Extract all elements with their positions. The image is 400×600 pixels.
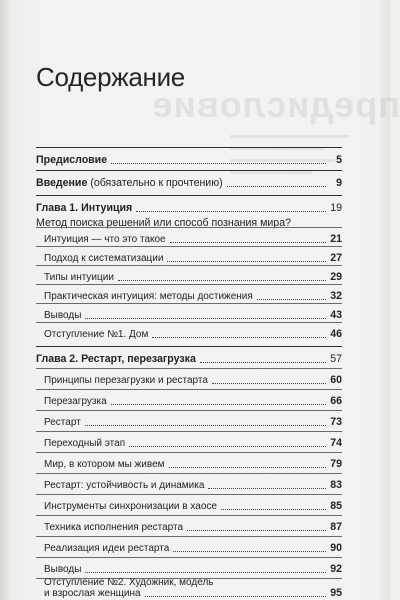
leader-dots (169, 467, 326, 468)
entry-page: 74 (330, 437, 342, 449)
leader-dots (129, 446, 326, 447)
entry-title: Техника исполнения рестарта (44, 522, 184, 533)
toc-subentry[interactable] (36, 476, 342, 492)
entry-page: 32 (330, 290, 342, 302)
entry-page: 60 (330, 374, 342, 386)
toc-subentry[interactable] (36, 371, 342, 387)
leader-dots (111, 404, 326, 405)
leader-dots (152, 337, 326, 338)
entry-page: 95 (330, 587, 342, 599)
leader-dots (208, 488, 326, 489)
entry-title: Принципы перезагрузки и рестарта (44, 375, 208, 386)
entry-title: Введение (обязательно к прочтению) (36, 177, 223, 189)
entry-page: 87 (330, 521, 342, 533)
page-edge (380, 0, 390, 600)
chapter-2-heading[interactable] (36, 350, 342, 366)
chapter-1-heading[interactable] (36, 199, 342, 215)
leader-dots (227, 186, 326, 187)
chapter-title: Глава 2. Рестарт, перезагрузка (36, 353, 196, 365)
entry-page: 27 (330, 252, 342, 264)
separator (36, 346, 342, 347)
leader-dots (85, 318, 326, 319)
leader-dots (111, 163, 326, 164)
leader-dots (136, 211, 326, 212)
page-title: Содержание (36, 62, 185, 92)
leader-dots (173, 551, 326, 552)
leader-dots (145, 596, 326, 597)
separator (36, 147, 342, 148)
entry-page: 29 (330, 271, 342, 283)
entry-title: Практическая интуиция: методы достижения (44, 291, 253, 302)
entry-title: Выводы (44, 564, 82, 575)
entry-title: Отступление №1. Дом (44, 329, 149, 340)
toc-entry-preface[interactable] (36, 151, 342, 167)
toc-subentry[interactable] (36, 455, 342, 471)
toc-subentry[interactable] (36, 230, 342, 246)
entry-page: 66 (330, 395, 342, 407)
chapter-title: Глава 1. Интуиция (36, 202, 133, 214)
toc-subentry[interactable] (36, 392, 342, 408)
entry-page: 83 (330, 479, 342, 491)
leader-dots (257, 299, 326, 300)
entry-title: Перезагрузка (44, 396, 107, 407)
toc-subentry[interactable] (36, 497, 342, 513)
entry-page: 21 (330, 233, 342, 245)
entry-title: Инструменты синхронизации в хаосе (44, 501, 217, 512)
entry-title: и взрослая женщина (44, 588, 141, 599)
leader-dots (200, 362, 326, 363)
toc-subentry[interactable] (36, 287, 342, 303)
leader-dots (118, 280, 326, 281)
entry-title: Выводы (44, 310, 82, 321)
book-spine-shadow (0, 0, 12, 600)
entry-title: Интуиция — что это такое (44, 234, 166, 245)
entry-page: 79 (330, 458, 342, 470)
leader-dots (85, 425, 326, 426)
entry-title: Предисловие (36, 154, 108, 166)
toc-subentry[interactable] (36, 560, 342, 576)
entry-title: Типы интуиции (44, 272, 114, 283)
leader-dots (221, 509, 326, 510)
toc-subentry[interactable] (36, 325, 342, 341)
chapter-1-subtitle: Метод поиска решений или способ познания мира? (36, 217, 291, 229)
toc-subentry[interactable] (36, 539, 342, 555)
entry-title: Переходный этап (44, 438, 126, 449)
chapter-page: 57 (330, 353, 342, 365)
toc-subentry[interactable] (36, 434, 342, 450)
toc-subentry[interactable] (36, 518, 342, 534)
toc-entry-introduction[interactable] (36, 174, 342, 190)
toc-subentry[interactable] (36, 584, 342, 600)
leader-dots (212, 383, 326, 384)
entry-title: Подход к систематизации (44, 253, 164, 264)
entry-title: Реализация идеи рестарта (44, 543, 170, 554)
toc-subentry[interactable] (36, 268, 342, 284)
leader-dots (85, 572, 326, 573)
leader-dots (187, 530, 326, 531)
separator (36, 170, 342, 171)
entry-page: 85 (330, 500, 342, 512)
entry-page: 92 (330, 563, 342, 575)
entry-title: Мир, в котором мы живем (44, 459, 165, 470)
toc-subentry[interactable] (36, 249, 342, 265)
toc-subentry[interactable] (36, 306, 342, 322)
entry-page: 9 (336, 177, 342, 189)
separator (36, 195, 342, 196)
toc-subentry-line1[interactable]: Отступление №2. Художник, модель (44, 577, 214, 588)
entry-page: 43 (330, 309, 342, 321)
leader-dots (170, 242, 326, 243)
entry-page: 73 (330, 416, 342, 428)
entry-page: 46 (330, 328, 342, 340)
entry-title: Рестарт: устойчивость и динамика (44, 480, 205, 491)
entry-page: 5 (336, 154, 342, 166)
chapter-page: 19 (330, 202, 342, 214)
toc-subentry[interactable] (36, 413, 342, 429)
entry-page: 90 (330, 542, 342, 554)
leader-dots (167, 261, 326, 262)
entry-title: Рестарт (44, 417, 81, 428)
